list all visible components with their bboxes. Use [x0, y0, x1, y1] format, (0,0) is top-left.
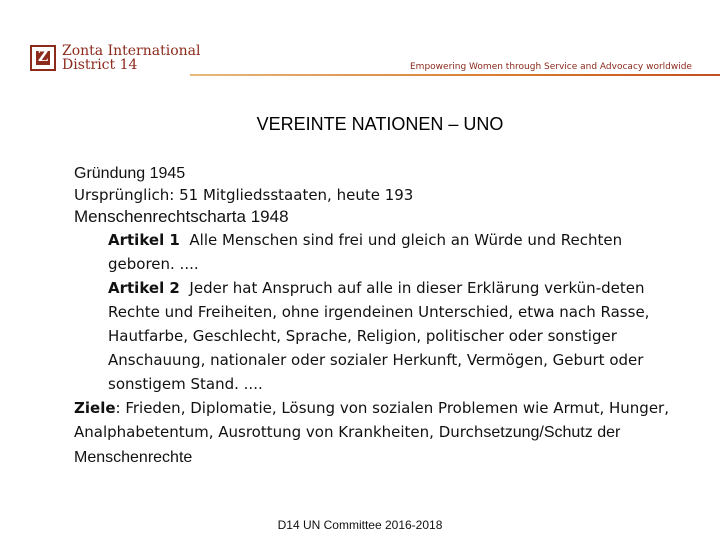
article-2-label: Artikel 2: [108, 279, 180, 297]
goals-paragraph: [74, 396, 684, 470]
goals-text: : Frieden, Diplomatie, Lösung von sozialen Problemen wie Armut, Hunger, Analphabetentum, Ausrottung von Krankheiten, Durch: [74, 399, 669, 441]
article-1-label: Artikel 1: [108, 231, 180, 249]
goals-tail-2: Menschenrechte: [74, 449, 193, 466]
slide-title: VEREINTE NATIONEN – UNO: [256, 114, 504, 134]
founding-line: Gründung 1945: [74, 165, 186, 182]
brand-line-1: Zonta International: [62, 43, 201, 59]
article-2-text: Jeder hat Anspruch auf alle in dieser Erklärung verkün-deten Rechte und Freiheiten, ohne irgendeinen Unterschied, etwa nach Rasse, Hautfarbe, Geschlecht, Sprache, Religion, politischer oder sonstiger Anschauung, nationaler oder sozialer Herkunft, Vermögen, Geburt oder sonstigem Stand. ....: [108, 279, 650, 393]
article-1: [108, 228, 684, 276]
footer-text: D14 UN Committee 2016-2018: [277, 518, 443, 532]
tagline: Empowering Women through Service and Advocacy worldwide: [410, 62, 692, 72]
slide-body: [74, 164, 684, 470]
zonta-emblem-icon: [30, 45, 56, 71]
article-2: [108, 276, 684, 396]
zonta-logo: [30, 44, 200, 72]
members-line: Ursprünglich: 51 Mitgliedsstaaten, heute 193: [74, 186, 414, 204]
goals-tail-1: setzung/Schutz der: [483, 424, 621, 441]
charter-heading: Menschenrechtscharta 1948: [74, 207, 289, 226]
article-1-text: Alle Menschen sind frei und gleich an Würde und Rechten geboren. ....: [108, 231, 623, 273]
brand-line-2: District 14: [62, 57, 138, 73]
header-divider: [190, 74, 720, 76]
goals-label: Ziele: [74, 399, 116, 417]
brand-name: [62, 44, 200, 72]
